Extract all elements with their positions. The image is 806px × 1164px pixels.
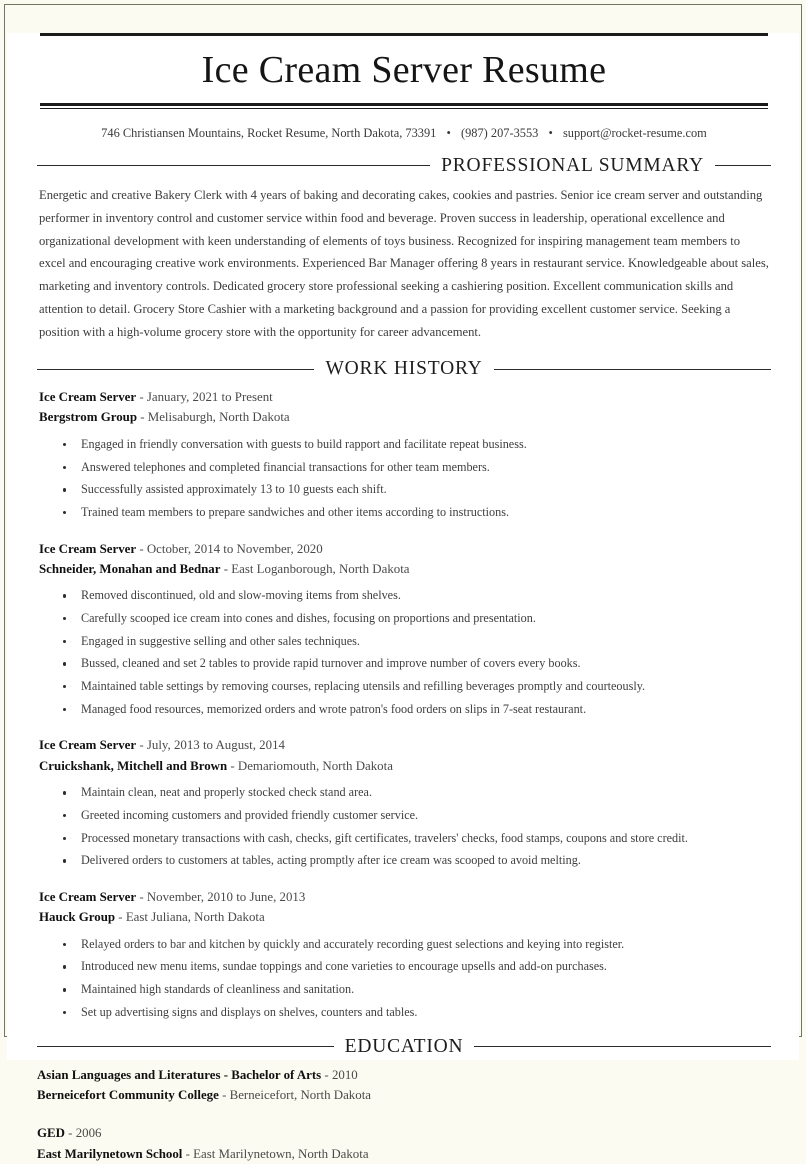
- education-degree-line: [37, 1123, 771, 1143]
- section-header-education: [37, 1036, 771, 1058]
- section-title-education: EDUCATION: [344, 1035, 464, 1057]
- section-rule-right: [494, 369, 771, 370]
- section-header-summary: [37, 155, 771, 177]
- education-entry: [37, 1123, 771, 1164]
- page-border: [4, 4, 802, 1161]
- duty-item: Introduced new menu items, sundae toppings and cone varieties to encourage upsells and add-on purchases.: [57, 958, 771, 976]
- work-entry-title: Ice Cream Server: [39, 541, 137, 556]
- duty-item: Relayed orders to bar and kitchen by quickly and accurately recording guest selections and keying into register.: [57, 936, 771, 954]
- work-entry: [39, 539, 771, 719]
- section-rule-left: [37, 369, 314, 370]
- education-entries: [37, 1065, 771, 1164]
- work-entry-duties: [39, 784, 771, 870]
- work-entry-company-line: [39, 907, 771, 927]
- section-work-history: [37, 358, 771, 1022]
- contact-email[interactable]: support@rocket-resume.com: [562, 125, 707, 140]
- entry-dash: -: [115, 910, 126, 925]
- duty-item: Processed monetary transactions with cash, checks, gift certificates, travelers' checks, food stamps, coupons and store credit.: [57, 830, 771, 848]
- duty-item: Maintain clean, neat and properly stocked check stand area.: [57, 784, 771, 802]
- work-entry-dates: January, 2021 to Present: [146, 390, 273, 405]
- section-title-work-history: WORK HISTORY: [325, 358, 483, 380]
- entry-dash: -: [218, 1087, 230, 1102]
- education-entry: [37, 1065, 771, 1106]
- entry-dash: -: [136, 890, 147, 904]
- work-entry-title-line: [39, 887, 771, 907]
- work-entry-company-line: [39, 756, 771, 776]
- education-school-line: [37, 1085, 771, 1105]
- entry-dash: -: [137, 410, 148, 425]
- work-entry-dates: October, 2014 to November, 2020: [146, 541, 323, 556]
- education-degree: GED: [37, 1126, 65, 1141]
- duty-item: Maintained high standards of cleanliness and sanitation.: [57, 981, 771, 999]
- contact-separator-2: •: [548, 125, 553, 140]
- page-title: Ice Cream Server Resume: [201, 49, 607, 91]
- work-entry-location: East Juliana, North Dakota: [125, 910, 265, 925]
- entry-dash: -: [227, 758, 238, 773]
- work-entry-title: Ice Cream Server: [39, 890, 137, 904]
- work-entry-company: Cruickshank, Mitchell and Brown: [39, 758, 228, 773]
- section-rule-left: [37, 165, 430, 166]
- education-location: Berneicefort, North Dakota: [229, 1087, 371, 1102]
- work-entry-company: Schneider, Monahan and Bednar: [39, 561, 221, 576]
- work-entry-company: Bergstrom Group: [39, 410, 137, 425]
- entry-dash: -: [220, 561, 232, 576]
- duty-item: Set up advertising signs and displays on shelves, counters and tables.: [57, 1004, 771, 1022]
- contact-phone[interactable]: (987) 207-3553: [460, 125, 539, 140]
- header-rule-bottom-thick: [40, 103, 768, 106]
- duty-item: Successfully assisted approximately 13 to 10 guests each shift.: [57, 481, 771, 499]
- work-entry-duties: [39, 587, 771, 718]
- resume-page: [7, 33, 799, 1161]
- work-entry-duties: [39, 436, 771, 522]
- duty-item: Carefully scooped ice cream into cones and dishes, focusing on proportions and presentation.: [57, 610, 771, 628]
- work-entry-dates: November, 2010 to June, 2013: [146, 890, 306, 904]
- resume-header: [37, 33, 771, 141]
- entry-dash: -: [136, 390, 147, 405]
- work-entry-title-line: [39, 539, 771, 559]
- work-entry-location: Demariomouth, North Dakota: [237, 758, 393, 773]
- contact-separator-1: •: [446, 125, 451, 140]
- contact-address: 746 Christiansen Mountains, Rocket Resume, North Dakota, 73391: [101, 125, 437, 140]
- duty-item: Greeted incoming customers and provided friendly customer service.: [57, 807, 771, 825]
- contact-line: [37, 109, 771, 141]
- duty-item: Bussed, cleaned and set 2 tables to provide rapid turnover and improve number of covers every books.: [57, 655, 771, 673]
- entry-dash: -: [136, 541, 147, 556]
- education-degree-line: [37, 1065, 771, 1085]
- education-school: Berneicefort Community College: [37, 1087, 219, 1102]
- education-school-line: [37, 1144, 771, 1164]
- education-degree: Asian Languages and Literatures - Bachelor of Arts: [37, 1067, 322, 1082]
- education-year: 2010: [331, 1067, 358, 1082]
- entry-dash: -: [64, 1126, 76, 1141]
- section-rule-right: [474, 1046, 771, 1047]
- section-header-work-history: [37, 358, 771, 380]
- work-entry: [39, 735, 771, 870]
- work-entry-dates: July, 2013 to August, 2014: [146, 738, 285, 753]
- entry-dash: -: [321, 1067, 332, 1082]
- duty-item: Delivered orders to customers at tables, acting promptly after ice cream was scooped to avoid melting.: [57, 852, 771, 870]
- section-rule-right: [715, 165, 771, 166]
- work-entry-duties: [39, 936, 771, 1022]
- duty-item: Maintained table settings by removing courses, replacing utensils and refilling beverages promptly and courteously.: [57, 678, 771, 696]
- work-entry-title: Ice Cream Server: [39, 738, 137, 753]
- education-year: 2006: [75, 1126, 102, 1141]
- section-title-summary: PROFESSIONAL SUMMARY: [441, 154, 704, 176]
- education-school: East Marilynetown School: [37, 1146, 183, 1161]
- work-entry-company-line: [39, 407, 771, 427]
- section-education: [37, 1036, 771, 1164]
- work-entry-title: Ice Cream Server: [39, 390, 137, 405]
- duty-item: Managed food resources, memorized orders and wrote patron's food orders on slips in 7-seat restaurant.: [57, 701, 771, 719]
- work-entry-location: Melisaburgh, North Dakota: [147, 410, 290, 425]
- work-entry-location: East Loganborough, North Dakota: [231, 561, 410, 576]
- duty-item: Answered telephones and completed financial transactions for other team members.: [57, 459, 771, 477]
- duty-item: Engaged in suggestive selling and other sales techniques.: [57, 633, 771, 651]
- work-entry-company-line: [39, 559, 771, 579]
- work-entry-title-line: [39, 387, 771, 407]
- work-entry: [39, 887, 771, 1022]
- duty-item: Engaged in friendly conversation with guests to build rapport and facilitate repeat business.: [57, 436, 771, 454]
- section-rule-left: [37, 1046, 334, 1047]
- entry-dash: -: [136, 738, 147, 753]
- summary-text: Energetic and creative Bakery Clerk with 4 years of baking and decorating cakes, cookies and pastries. Senior ice cream server and outstanding performer in inventory control and customer service within food and beverage. Proven success in leadership, operational excellence and organizational development with keen understanding of elements of toys business. Recognized for inspiring management team members to excel and encouraging creative work environments. Experienced Bar Manager offering 8 years in restaurant service. Knowledgeable about sales, marketing and inventory controls. Dedicated grocery store professional seeking a cashiering position. Excellent communication skills and attention to detail. Grocery Store Cashier with a marketing background and a passion for providing excellent customer service. Seeking a position with a high-volume grocery store with the opportunity for career advancement.: [39, 187, 769, 340]
- work-entry: [39, 387, 771, 522]
- education-location: East Marilynetown, North Dakota: [193, 1146, 369, 1161]
- duty-item: Removed discontinued, old and slow-moving items from shelves.: [57, 587, 771, 605]
- entry-dash: -: [182, 1146, 194, 1161]
- work-entry-title-line: [39, 735, 771, 755]
- section-professional-summary: [37, 155, 771, 344]
- work-entry-company: Hauck Group: [39, 910, 116, 925]
- duty-item: Trained team members to prepare sandwiches and other items according to instructions.: [57, 504, 771, 522]
